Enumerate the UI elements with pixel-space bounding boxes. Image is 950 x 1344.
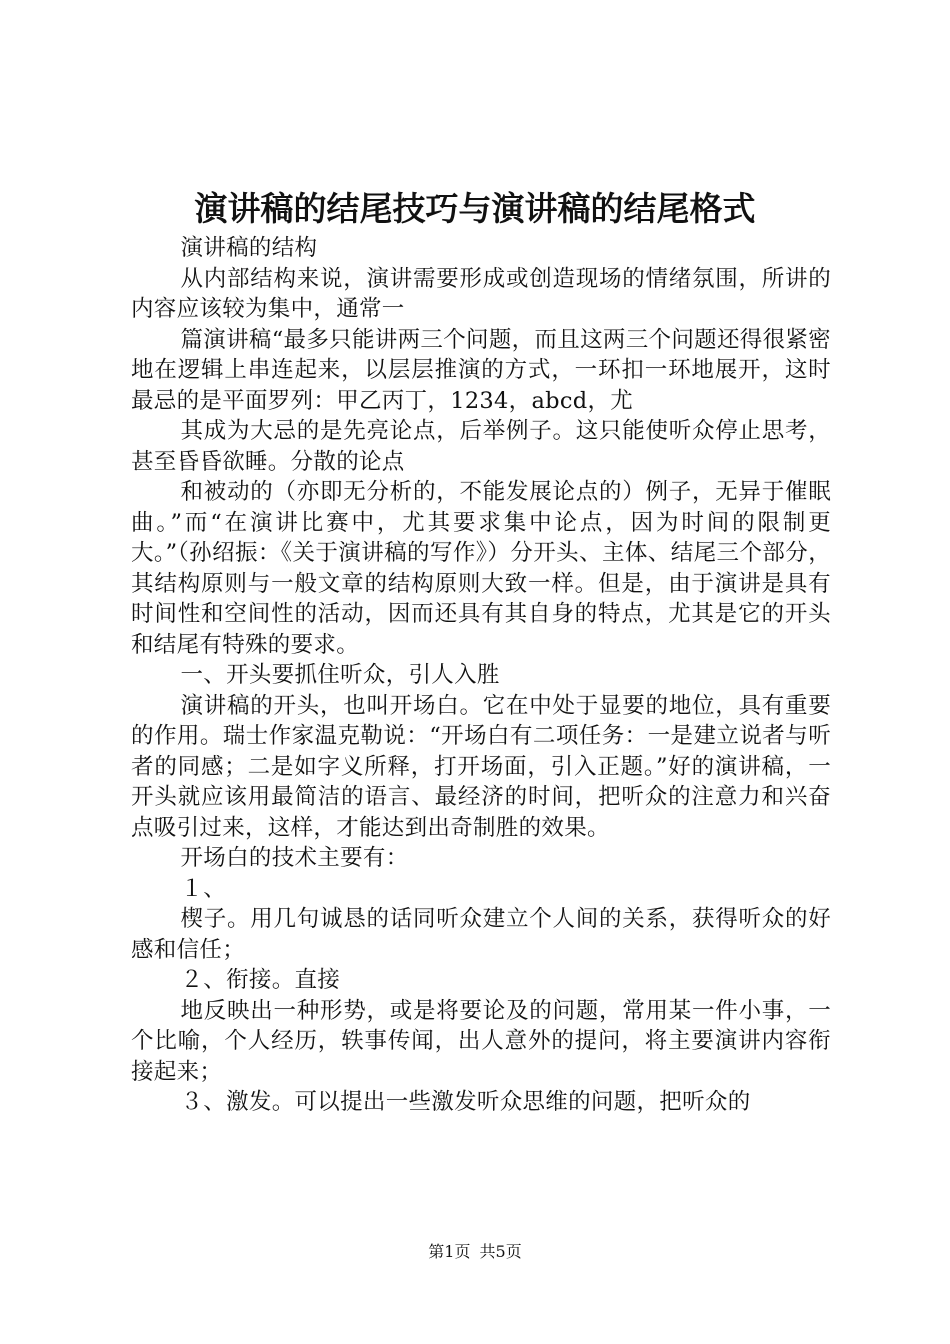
paragraph: 其成为大忌的是先亮论点，后举例子。这只能使听众停止思考，甚至昏昏欲睡。分散的论点 <box>131 418 831 475</box>
list-item: 地反映出一种形势，或是将要论及的问题，常用某一件小事，一个比喻，个人经历，轶事传闻，出人意外的提问，将主要演讲内容衔接起来； <box>131 997 831 1085</box>
paragraph: 和被动的（亦即无分析的，不能发展论点的）例子，无异于催眠曲。”而“在演讲比赛中，尤其要求集中论点，因为时间的限制更大。”（孙绍振：《关于演讲稿的写作》）分开头、主体、结尾三个部分，其结构原则与一般文章的结构原则大致一样。但是，由于演讲是具有时间性和空间性的活动，因而还具有其自身的特点，尤其是它的开头和结尾有特殊的要求。 <box>131 479 831 658</box>
list-item: １、 <box>180 875 227 902</box>
document-title: 演讲稿的结尾技巧与演讲稿的结尾格式 <box>194 189 756 228</box>
paragraph: 开场白的技术主要有： <box>180 845 409 871</box>
paragraph: 从内部结构来说，演讲需要形成或创造现场的情绪氛围，所讲的内容应该较为集中，通常一 <box>131 265 831 322</box>
document-body <box>131 233 831 1118</box>
paragraph: 演讲稿的开头，也叫开场白。它在中处于显要的地位，具有重要的作用。瑞士作家温克勒说：“开场白有二项任务：一是建立说者与听者的同感；二是如字义所释，打开场面，引入正题。”好的演讲稿，一开头就应该用最简洁的语言、最经济的时间，把听众的注意力和兴奋点吸引过来，这样，才能达到出奇制胜的效果。 <box>131 692 831 841</box>
list-item: 楔子。用几句诚恳的话同听众建立个人间的关系，获得听众的好感和信任； <box>131 906 831 963</box>
page-footer: 第1页 共5页 <box>428 1242 522 1261</box>
section-heading: 一、开头要抓住听众，引人入胜 <box>180 662 500 688</box>
list-item: ３、激发。可以提出一些激发听众思维的问题，把听众的 <box>180 1089 751 1115</box>
paragraph: 篇演讲稿“最多只能讲两三个问题，而且这两三个问题还得很紧密地在逻辑上串连起来，以层层推演的方式，一环扣一环地展开，这时最忌的是平面罗列：甲乙丙丁，1234，abcd，尤 <box>131 326 831 414</box>
list-item: ２、衔接。直接 <box>180 967 341 993</box>
paragraph: 演讲稿的结构 <box>180 235 318 261</box>
